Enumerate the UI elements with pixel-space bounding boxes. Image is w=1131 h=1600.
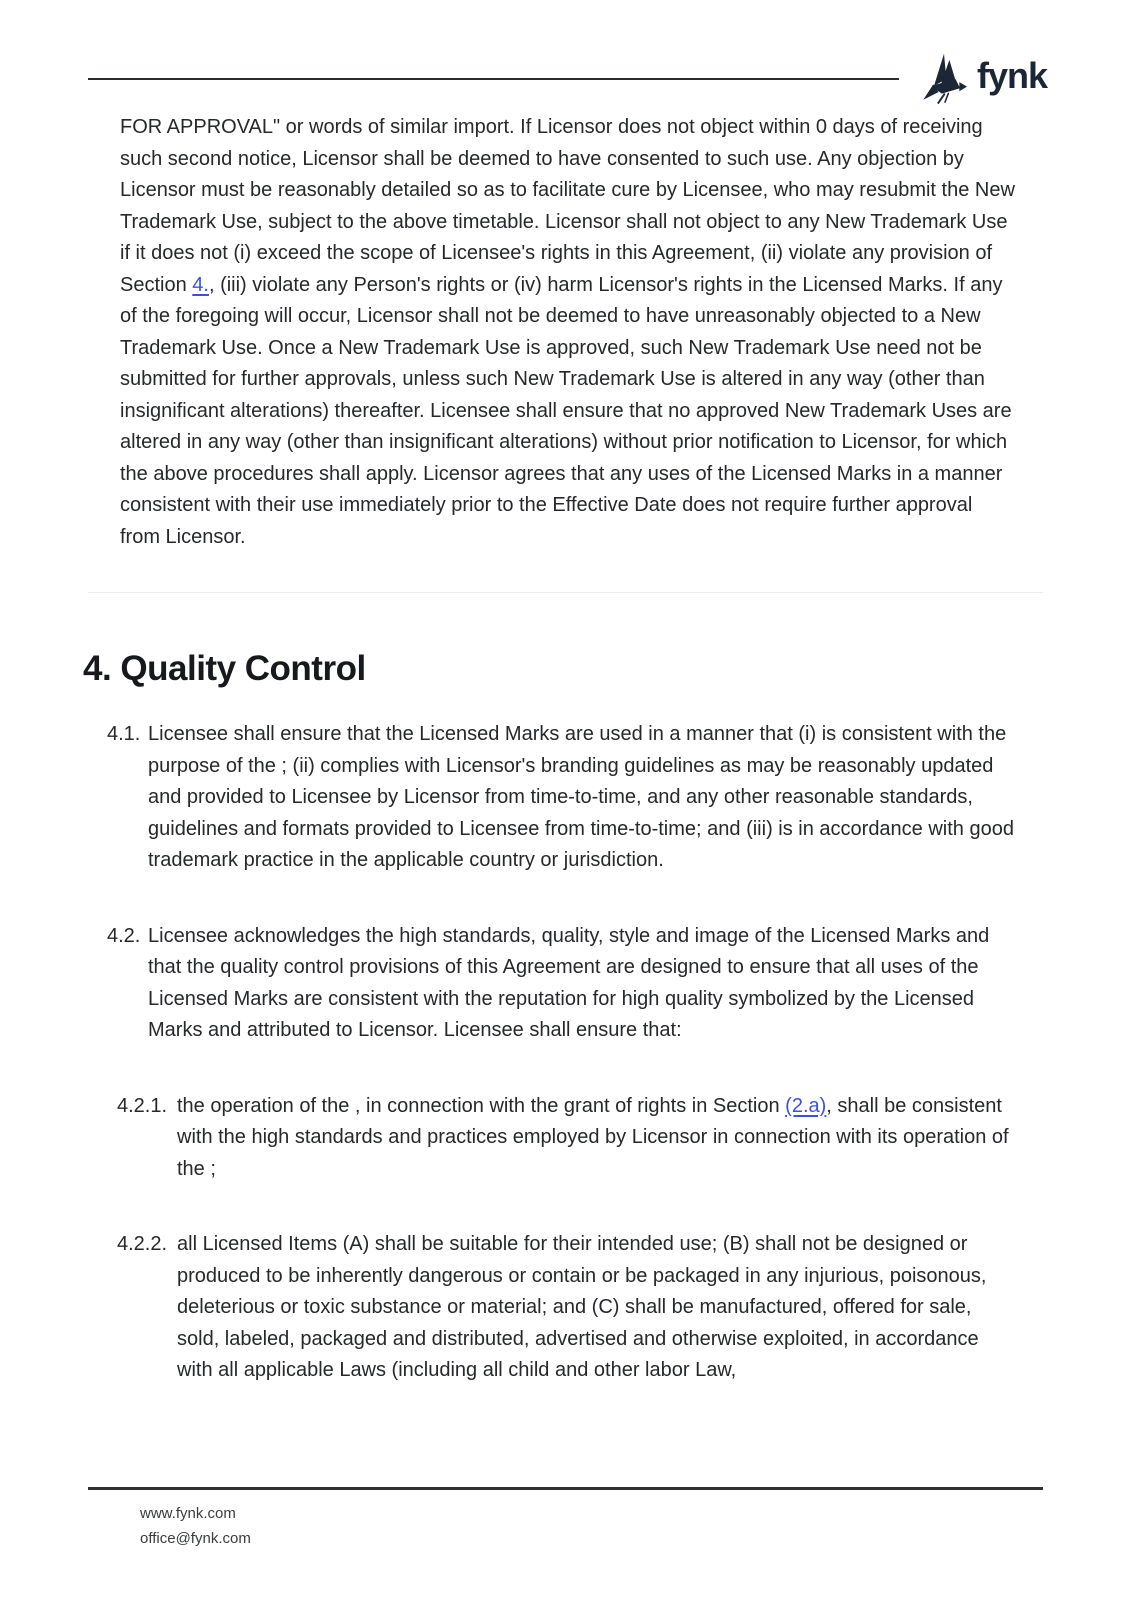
- clause-text-post: , shall be consistent with the high standards and practices employed by Licensor in connection with its operation of the ;: [177, 1094, 1009, 1180]
- section-divider: [88, 592, 1043, 593]
- clause-text: [177, 1091, 1019, 1186]
- page-footer: [88, 1487, 1043, 1551]
- clause-4-2-1: [117, 1091, 1019, 1186]
- paragraph-text-post: , (iii) violate any Person's rights or (iv) harm Licensor's rights in the Licensed Marks. If any of the foregoing will occur, Licensor shall not be deemed to have unreasonably objected to a New Trademark Use. Once a New Trademark Use is approved, such New Trademark Use need not be submitted for further approvals, unless such New Trademark Use is altered in any way (other than insignificant alterations) thereafter. Licensee shall ensure that no approved New Trademark Uses are altered in any way (other than insignificant alterations) without prior notification to Licensor, for which the above procedures shall apply. Licensor agrees that any uses of the Licensed Marks in a manner consistent with their use immediately prior to the Effective Date does not require further approval from Licensor.: [120, 273, 1012, 548]
- fynk-logo: [921, 51, 1047, 107]
- section-4-link[interactable]: 4.: [192, 273, 209, 296]
- footer-email: office@fynk.com: [140, 1530, 251, 1547]
- body-paragraph: [120, 112, 1016, 553]
- clause-4-2-2: [117, 1229, 1019, 1387]
- clause-number: 4.2.2.: [117, 1233, 168, 1255]
- clause-text: Licensee shall ensure that the Licensed Marks are used in a manner that (i) is consistent with the purpose of the ; (ii) complies with Licensor's branding guidelines as may be reasonably updated and provided to Licensee by Licensor from time-to-time, and any other reasonable standards, guidelines and formats provided to Licensee from time-to-time; and (iii) is in accordance with good trademark practice in the applicable country or jurisdiction.: [148, 723, 1014, 871]
- clause-number: 4.2.: [107, 924, 141, 947]
- header-rule: [88, 78, 899, 80]
- paragraph-block: [120, 112, 1016, 553]
- footer-website: www.fynk.com: [140, 1505, 236, 1522]
- section-2a-link[interactable]: (2.a): [785, 1094, 827, 1117]
- page-header: [88, 50, 1047, 108]
- section-heading: 4. Quality Control: [83, 649, 366, 688]
- clause-number: 4.1.: [107, 723, 141, 745]
- paragraph-text-pre: FOR APPROVAL" or words of similar import. If Licensor does not object within 0 days of receiving such second notice, Licensor shall be deemed to have consented to such use. Any objection by Licensor must be reasonably detailed so as to facilitate cure by Licensee, who may resubmit the New Trademark Use, subject to the above timetable. Licensor shall not object to any New Trademark Use if it does not (i) exceed the scope of Licensee's rights in this Agreement, (ii) violate any provision of Section: [120, 116, 1015, 296]
- footer-contacts: [140, 1501, 1043, 1551]
- clause-4-2: [107, 921, 1019, 1047]
- clause-list: [0, 719, 1131, 1387]
- clause-text: all Licensed Items (A) shall be suitable for their intended use; (B) shall not be designed or produced to be inherently dangerous or contain or be packaged in any injurious, poisonous, deleterious or toxic substance or material; and (C) shall be manufactured, offered for sale, sold, labeled, packaged and distributed, advertised and otherwise exploited, in accordance with all applicable Laws (including all child and other labor Law,: [177, 1233, 987, 1381]
- clause-4-1: [107, 719, 1019, 877]
- clause-text-pre: the operation of the , in connection with the grant of rights in Section: [177, 1094, 786, 1117]
- clause-text: Licensee acknowledges the high standards, quality, style and image of the Licensed Marks and that the quality control provisions of this Agreement are designed to ensure that all uses of the Licensed Marks are consistent with the reputation for high quality symbolized by the Licensed Marks and attributed to Licensor. Licensee shall ensure that:: [148, 924, 990, 1041]
- origami-crane-icon: [921, 51, 967, 107]
- footer-rule: [88, 1487, 1043, 1490]
- logo-wordmark: fynk: [976, 55, 1047, 96]
- clause-number: 4.2.1.: [117, 1094, 168, 1117]
